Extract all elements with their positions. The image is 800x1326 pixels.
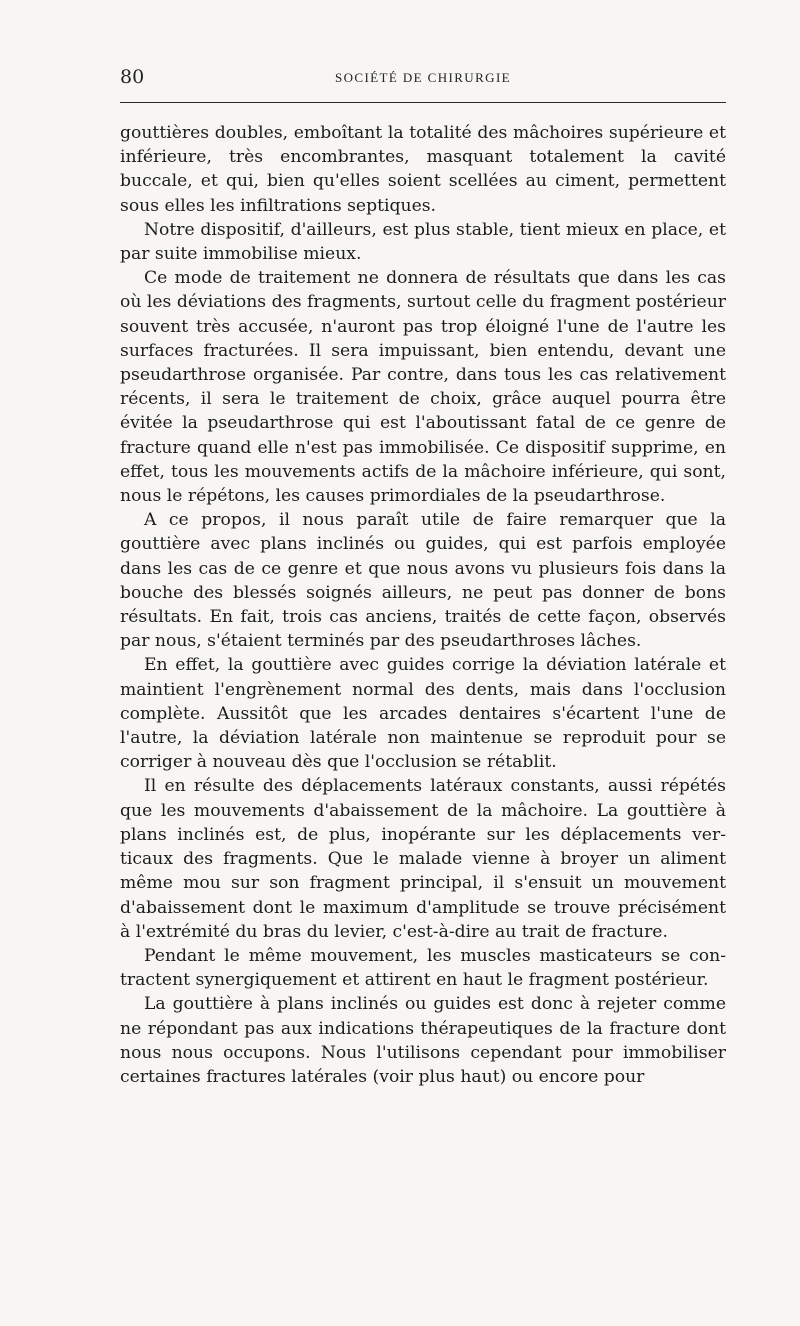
paragraph: gouttières doubles, emboîtant la totalité des mâchoires supérieure et inférieure, très encombrantes, masquant totalement la cavité buccale, et qui, bien qu'elles soient scellées au ciment, permettent sous elles les infiltrations septiques.: [120, 123, 726, 216]
body-text: [120, 121, 726, 1089]
paragraph: Il en résulte des déplacements latéraux constants, aussi répétés que les mouvements d'abaissement de la mâchoire. La gouttière à plans inclinés est, de plus, inopérante sur les déplacements verticaux des fragments. Que le malade vienne à broyer un aliment même mou sur son fragment principal, il s'ensuit un mouvement d'abaissement dont le maximum d'amplitude se trouve précisément à l'extrémité du bras du levier, c'est-à-dire au trait de fracture.: [120, 776, 726, 942]
page-header: [120, 66, 726, 92]
page-number: 80: [120, 66, 145, 88]
paragraph: La gouttière à plans inclinés ou guides est donc à rejeter comme ne répondant pas aux indications thérapeutiques de la fracture dont nous nous occupons. Nous l'utilisons cependant pour immobiliser certaines fractures latérales (voir plus haut) ou encore pour: [120, 994, 726, 1087]
running-title: SOCIÉTÉ DE CHIRURGIE: [334, 70, 512, 85]
paragraph: En effet, la gouttière avec guides corrige la déviation latérale et maintient l'engrènement normal des dents, mais dans l'occlusion complète. Aussitôt que les arcades dentaires s'écartent l'une de l'autre, la déviation latérale non maintenue se reproduit pour se corriger à nouveau dès que l'occlusion se rétablit.: [120, 655, 726, 773]
paragraph: A ce propos, il nous paraît utile de faire remarquer que la gouttière avec plans inclinés ou guides, qui est parfois employée dans les cas de ce genre et que nous avons vu plusieurs fois dans la bouche des blessés soignés ailleurs, ne peut pas donner de bons résultats. En fait, trois cas anciens, traités de cette façon, observés par nous, s'étaient terminés par des pseudarthroses lâches.: [120, 510, 726, 652]
paragraph: Pendant le même mouvement, les muscles masticateurs se contractent synergiquement et attirent en haut le fragment postérieur.: [120, 945, 726, 991]
header-rule: [120, 102, 726, 103]
paragraph: Ce mode de traitement ne donnera de résultats que dans les cas où les déviations des fragments, surtout celle du fragment postérieur souvent très accusée, n'auront pas trop éloigné l'une de l'autre les surfaces fracturées. Il sera impuissant, bien entendu, devant une pseudarthrose organisée. Par contre, dans tous les cas relativement récents, il sera le traitement de choix, grâce auquel pourra être évitée la pseudarthrose qui est l'aboutissant fatal de ce genre de fracture quand elle n'est pas immobilisée. Ce dispositif supprime, en effet, tous les mouvements actifs de la mâchoire inférieure, qui sont, nous le répétons, les causes primordiales de la pseudarthrose.: [120, 268, 726, 507]
paragraph: Notre dispositif, d'ailleurs, est plus stable, tient mieux en place, et par suite immobilise mieux.: [120, 219, 726, 265]
